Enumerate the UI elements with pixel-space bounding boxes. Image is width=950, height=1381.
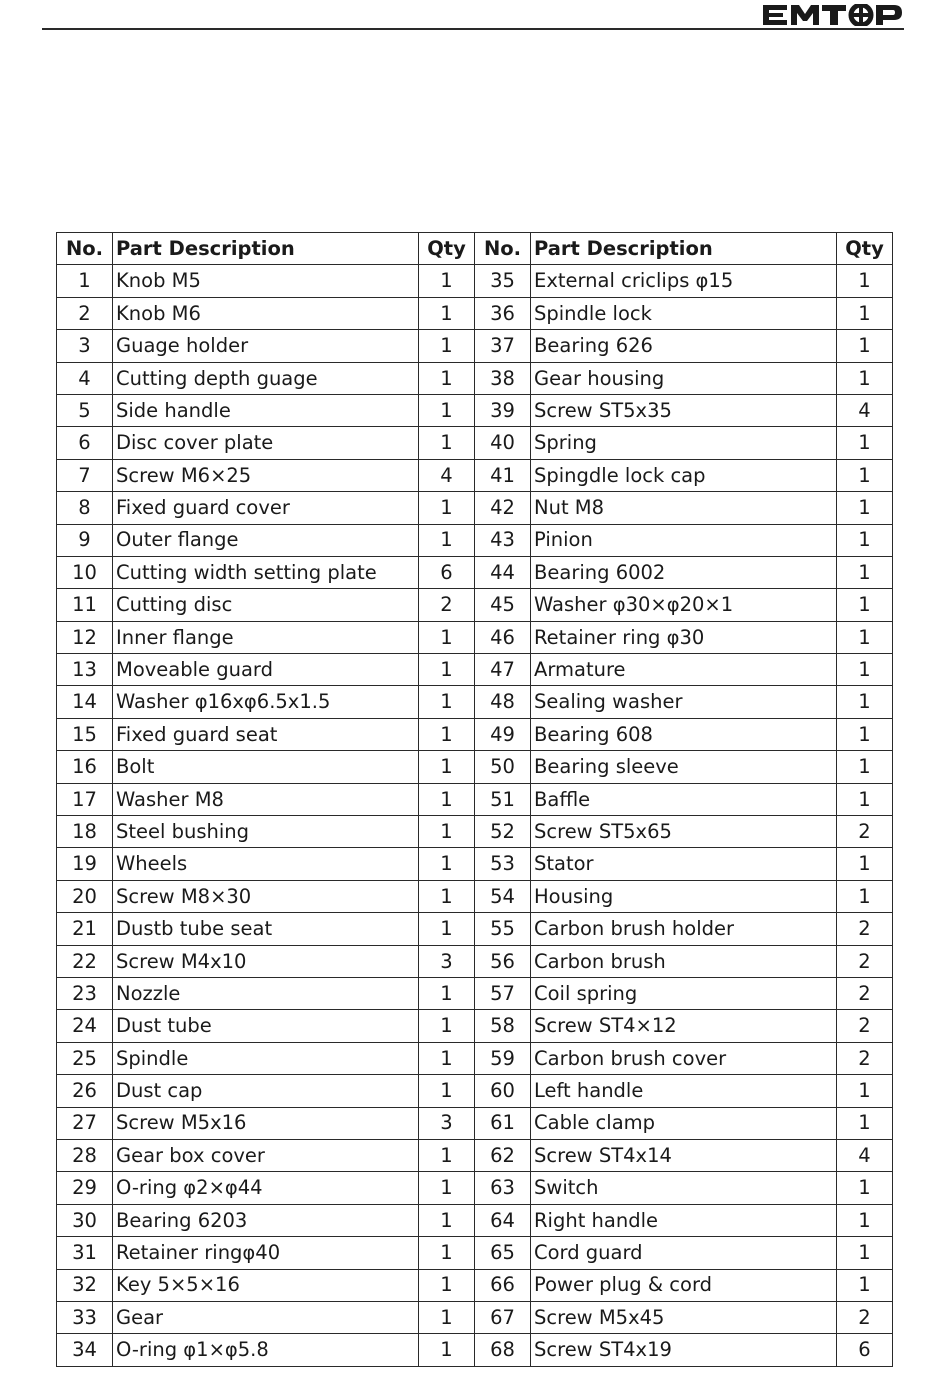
part-description: Fixed guard cover — [113, 492, 419, 524]
part-qty: 3 — [419, 1107, 475, 1139]
part-description: Pinion — [531, 524, 837, 556]
part-number: 63 — [475, 1172, 531, 1204]
part-number: 36 — [475, 297, 531, 329]
part-qty: 6 — [837, 1334, 893, 1366]
part-description: Bearing sleeve — [531, 751, 837, 783]
part-qty: 1 — [419, 1042, 475, 1074]
table-row — [57, 913, 893, 945]
part-description: Screw ST5x35 — [531, 394, 837, 426]
part-description: Right handle — [531, 1204, 837, 1236]
table-row — [57, 880, 893, 912]
part-number: 7 — [57, 459, 113, 491]
part-number: 66 — [475, 1269, 531, 1301]
part-description: Washer φ30×φ20×1 — [531, 589, 837, 621]
part-qty: 2 — [419, 589, 475, 621]
part-number: 52 — [475, 816, 531, 848]
part-qty: 3 — [419, 945, 475, 977]
part-description: Screw M8×30 — [113, 880, 419, 912]
part-description: Retainer ring φ30 — [531, 621, 837, 653]
part-qty: 1 — [837, 1204, 893, 1236]
part-number: 50 — [475, 751, 531, 783]
part-number: 14 — [57, 686, 113, 718]
part-number: 34 — [57, 1334, 113, 1366]
part-description: Screw ST4x19 — [531, 1334, 837, 1366]
table-row — [57, 492, 893, 524]
part-description: Screw M6×25 — [113, 459, 419, 491]
table-row — [57, 751, 893, 783]
part-qty: 2 — [837, 1301, 893, 1333]
part-number: 2 — [57, 297, 113, 329]
table-row — [57, 686, 893, 718]
header-part-description: Part Description — [531, 233, 837, 265]
part-number: 4 — [57, 362, 113, 394]
part-qty: 1 — [837, 1269, 893, 1301]
part-number: 55 — [475, 913, 531, 945]
part-number: 21 — [57, 913, 113, 945]
part-qty: 1 — [419, 394, 475, 426]
part-description: External criclips φ15 — [531, 265, 837, 297]
part-description: Cable clamp — [531, 1107, 837, 1139]
part-description: Switch — [531, 1172, 837, 1204]
part-qty: 1 — [837, 492, 893, 524]
part-number: 41 — [475, 459, 531, 491]
part-qty: 1 — [837, 297, 893, 329]
part-qty: 1 — [837, 1237, 893, 1269]
table-row — [57, 654, 893, 686]
part-qty: 1 — [837, 427, 893, 459]
part-number: 62 — [475, 1139, 531, 1171]
part-description: Power plug & cord — [531, 1269, 837, 1301]
emtop-logo — [762, 4, 904, 26]
part-description: Steel bushing — [113, 816, 419, 848]
part-number: 5 — [57, 394, 113, 426]
part-description: Carbon brush — [531, 945, 837, 977]
part-qty: 1 — [837, 880, 893, 912]
part-description: Spingdle lock cap — [531, 459, 837, 491]
part-number: 48 — [475, 686, 531, 718]
part-qty: 1 — [837, 1107, 893, 1139]
part-number: 22 — [57, 945, 113, 977]
part-qty: 1 — [837, 589, 893, 621]
part-qty: 1 — [419, 1301, 475, 1333]
part-qty: 1 — [419, 1172, 475, 1204]
part-description: O-ring φ2×φ44 — [113, 1172, 419, 1204]
part-description: Baffle — [531, 783, 837, 815]
part-qty: 1 — [419, 880, 475, 912]
table-row — [57, 1042, 893, 1074]
part-qty: 1 — [837, 524, 893, 556]
part-description: Inner flange — [113, 621, 419, 653]
table-row — [57, 330, 893, 362]
part-description: Gear — [113, 1301, 419, 1333]
part-description: Side handle — [113, 394, 419, 426]
part-description: Housing — [531, 880, 837, 912]
part-number: 20 — [57, 880, 113, 912]
part-number: 30 — [57, 1204, 113, 1236]
part-number: 10 — [57, 556, 113, 588]
part-number: 18 — [57, 816, 113, 848]
part-description: Spring — [531, 427, 837, 459]
header-part-description: Part Description — [113, 233, 419, 265]
part-number: 39 — [475, 394, 531, 426]
table-row — [57, 1204, 893, 1236]
part-description: Nozzle — [113, 977, 419, 1009]
part-description: Retainer ringφ40 — [113, 1237, 419, 1269]
part-qty: 1 — [837, 1075, 893, 1107]
part-number: 35 — [475, 265, 531, 297]
part-qty: 1 — [419, 718, 475, 750]
part-number: 47 — [475, 654, 531, 686]
part-qty: 1 — [419, 1010, 475, 1042]
part-qty: 4 — [419, 459, 475, 491]
part-qty: 2 — [837, 945, 893, 977]
parts-list-table — [56, 232, 893, 1367]
part-description: Carbon brush holder — [531, 913, 837, 945]
part-number: 6 — [57, 427, 113, 459]
part-number: 27 — [57, 1107, 113, 1139]
table-row — [57, 1172, 893, 1204]
part-qty: 1 — [837, 783, 893, 815]
part-description: Guage holder — [113, 330, 419, 362]
table-row — [57, 362, 893, 394]
part-description: Screw ST4×12 — [531, 1010, 837, 1042]
part-description: Left handle — [531, 1075, 837, 1107]
part-description: Washer φ16xφ6.5x1.5 — [113, 686, 419, 718]
part-number: 53 — [475, 848, 531, 880]
part-description: Gear housing — [531, 362, 837, 394]
table-header-row — [57, 233, 893, 265]
part-qty: 1 — [419, 524, 475, 556]
part-description: Bearing 626 — [531, 330, 837, 362]
table-row — [57, 1237, 893, 1269]
part-number: 38 — [475, 362, 531, 394]
part-number: 45 — [475, 589, 531, 621]
part-number: 68 — [475, 1334, 531, 1366]
part-number: 25 — [57, 1042, 113, 1074]
part-qty: 1 — [419, 913, 475, 945]
part-qty: 1 — [837, 459, 893, 491]
part-qty: 1 — [837, 751, 893, 783]
part-number: 46 — [475, 621, 531, 653]
table-row — [57, 427, 893, 459]
part-number: 29 — [57, 1172, 113, 1204]
part-description: Screw ST5x65 — [531, 816, 837, 848]
part-qty: 1 — [419, 1204, 475, 1236]
part-qty: 2 — [837, 816, 893, 848]
table-row — [57, 977, 893, 1009]
part-number: 60 — [475, 1075, 531, 1107]
part-number: 3 — [57, 330, 113, 362]
part-number: 13 — [57, 654, 113, 686]
part-description: Bearing 608 — [531, 718, 837, 750]
table-row — [57, 848, 893, 880]
part-number: 58 — [475, 1010, 531, 1042]
part-qty: 1 — [419, 1075, 475, 1107]
part-description: Knob M6 — [113, 297, 419, 329]
part-description: Stator — [531, 848, 837, 880]
part-qty: 1 — [419, 265, 475, 297]
part-qty: 1 — [837, 556, 893, 588]
part-description: Spindle lock — [531, 297, 837, 329]
part-number: 11 — [57, 589, 113, 621]
header-qty: Qty — [837, 233, 893, 265]
part-description: Key 5×5×16 — [113, 1269, 419, 1301]
part-description: Cutting disc — [113, 589, 419, 621]
part-description: Sealing washer — [531, 686, 837, 718]
part-number: 56 — [475, 945, 531, 977]
part-qty: 1 — [419, 492, 475, 524]
part-number: 37 — [475, 330, 531, 362]
table-row — [57, 1075, 893, 1107]
part-number: 65 — [475, 1237, 531, 1269]
part-qty: 4 — [837, 394, 893, 426]
part-qty: 1 — [837, 621, 893, 653]
part-number: 67 — [475, 1301, 531, 1333]
part-description: Screw M5x45 — [531, 1301, 837, 1333]
part-number: 16 — [57, 751, 113, 783]
part-number: 42 — [475, 492, 531, 524]
part-qty: 1 — [419, 427, 475, 459]
part-number: 9 — [57, 524, 113, 556]
part-qty: 1 — [419, 783, 475, 815]
table-row — [57, 459, 893, 491]
header-rule — [42, 28, 904, 30]
part-number: 24 — [57, 1010, 113, 1042]
header-no: No. — [475, 233, 531, 265]
part-description: Dust tube — [113, 1010, 419, 1042]
part-number: 1 — [57, 265, 113, 297]
part-description: Screw M5x16 — [113, 1107, 419, 1139]
table-row — [57, 718, 893, 750]
part-number: 64 — [475, 1204, 531, 1236]
part-qty: 1 — [837, 362, 893, 394]
part-qty: 1 — [419, 1139, 475, 1171]
part-qty: 1 — [419, 686, 475, 718]
table-row — [57, 1269, 893, 1301]
part-qty: 1 — [837, 686, 893, 718]
part-qty: 1 — [419, 1237, 475, 1269]
part-description: Bearing 6002 — [531, 556, 837, 588]
part-qty: 1 — [419, 297, 475, 329]
part-description: Gear box cover — [113, 1139, 419, 1171]
part-qty: 1 — [837, 1172, 893, 1204]
table-row — [57, 297, 893, 329]
part-number: 44 — [475, 556, 531, 588]
part-qty: 2 — [837, 913, 893, 945]
part-number: 51 — [475, 783, 531, 815]
part-qty: 1 — [419, 848, 475, 880]
part-number: 59 — [475, 1042, 531, 1074]
part-number: 54 — [475, 880, 531, 912]
header-no: No. — [57, 233, 113, 265]
table-row — [57, 1107, 893, 1139]
part-description: Screw ST4x14 — [531, 1139, 837, 1171]
part-qty: 1 — [837, 654, 893, 686]
part-description: Screw M4x10 — [113, 945, 419, 977]
part-description: Dustb tube seat — [113, 913, 419, 945]
part-description: Bearing 6203 — [113, 1204, 419, 1236]
table-row — [57, 524, 893, 556]
part-description: Cutting depth guage — [113, 362, 419, 394]
table-row — [57, 265, 893, 297]
part-qty: 1 — [419, 816, 475, 848]
part-qty: 2 — [837, 1010, 893, 1042]
part-number: 49 — [475, 718, 531, 750]
part-qty: 1 — [419, 362, 475, 394]
part-description: Dust cap — [113, 1075, 419, 1107]
part-description: Fixed guard seat — [113, 718, 419, 750]
part-qty: 6 — [419, 556, 475, 588]
part-qty: 1 — [419, 751, 475, 783]
table-row — [57, 1010, 893, 1042]
table-row — [57, 1334, 893, 1366]
table-row — [57, 816, 893, 848]
part-description: Bolt — [113, 751, 419, 783]
part-number: 57 — [475, 977, 531, 1009]
part-qty: 1 — [837, 848, 893, 880]
table-row — [57, 945, 893, 977]
part-qty: 1 — [837, 330, 893, 362]
part-qty: 1 — [419, 654, 475, 686]
part-description: Wheels — [113, 848, 419, 880]
part-qty: 1 — [419, 621, 475, 653]
part-number: 43 — [475, 524, 531, 556]
table-row — [57, 1301, 893, 1333]
part-number: 31 — [57, 1237, 113, 1269]
table-row — [57, 589, 893, 621]
part-description: Washer M8 — [113, 783, 419, 815]
table-row — [57, 1139, 893, 1171]
part-number: 40 — [475, 427, 531, 459]
table-row — [57, 621, 893, 653]
part-number: 32 — [57, 1269, 113, 1301]
table-row — [57, 783, 893, 815]
part-description: O-ring φ1×φ5.8 — [113, 1334, 419, 1366]
part-description: Moveable guard — [113, 654, 419, 686]
part-number: 12 — [57, 621, 113, 653]
part-qty: 4 — [837, 1139, 893, 1171]
table-row — [57, 556, 893, 588]
part-description: Knob M5 — [113, 265, 419, 297]
part-description: Cutting width setting plate — [113, 556, 419, 588]
part-number: 33 — [57, 1301, 113, 1333]
part-number: 17 — [57, 783, 113, 815]
parts-list-body — [57, 265, 893, 1366]
part-qty: 1 — [419, 1334, 475, 1366]
header-qty: Qty — [419, 233, 475, 265]
part-qty: 2 — [837, 977, 893, 1009]
part-number: 15 — [57, 718, 113, 750]
part-number: 23 — [57, 977, 113, 1009]
part-description: Coil spring — [531, 977, 837, 1009]
part-qty: 1 — [419, 330, 475, 362]
part-number: 8 — [57, 492, 113, 524]
part-qty: 1 — [419, 1269, 475, 1301]
part-description: Armature — [531, 654, 837, 686]
table-row — [57, 394, 893, 426]
part-number: 26 — [57, 1075, 113, 1107]
part-number: 28 — [57, 1139, 113, 1171]
part-description: Spindle — [113, 1042, 419, 1074]
part-description: Nut M8 — [531, 492, 837, 524]
part-qty: 2 — [837, 1042, 893, 1074]
part-number: 61 — [475, 1107, 531, 1139]
part-qty: 1 — [837, 265, 893, 297]
part-description: Outer flange — [113, 524, 419, 556]
part-description: Cord guard — [531, 1237, 837, 1269]
part-description: Disc cover plate — [113, 427, 419, 459]
part-qty: 1 — [837, 718, 893, 750]
part-qty: 1 — [419, 977, 475, 1009]
part-number: 19 — [57, 848, 113, 880]
part-description: Carbon brush cover — [531, 1042, 837, 1074]
